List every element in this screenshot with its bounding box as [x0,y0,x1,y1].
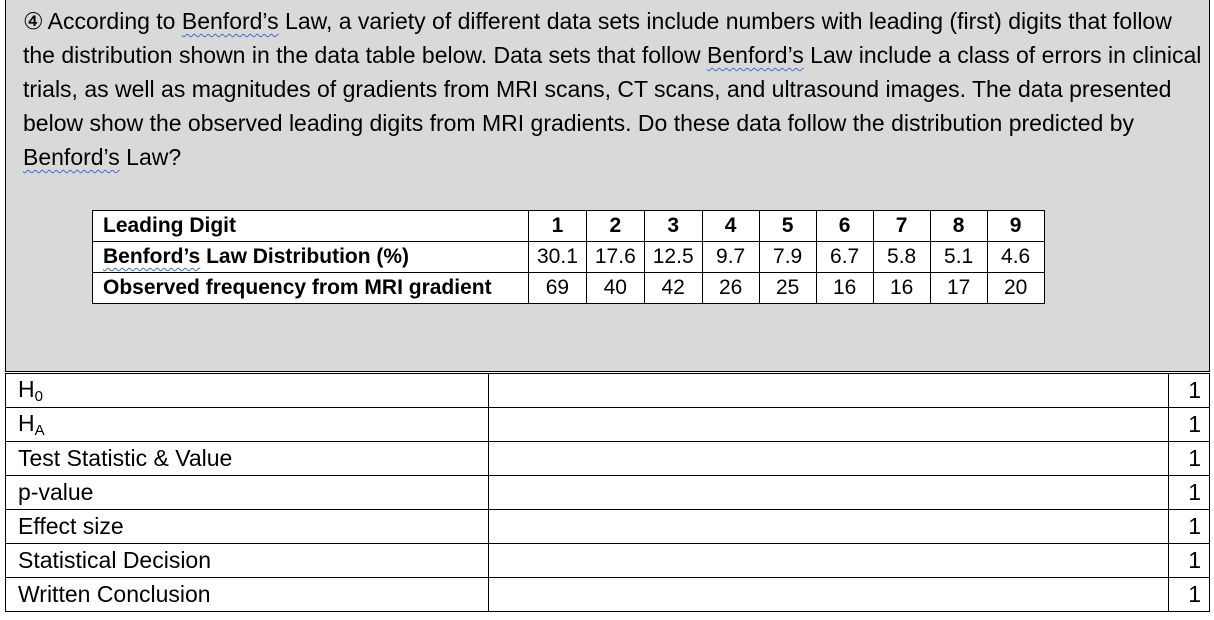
answer-field-ha[interactable] [488,408,1168,442]
question-text-part: According to [47,8,182,34]
digit-cell: 3 [644,211,702,242]
row-header-benford [93,242,529,273]
points-cell: 1 [1169,510,1210,544]
answer-label-statistical-decision: Statistical Decision [6,544,489,578]
label-subscript: 0 [34,388,43,405]
spellcheck-word: Benford’s [103,245,201,268]
answer-row-written-conclusion [6,578,1210,612]
answer-label-p-value: p-value [6,476,489,510]
benford-value-cell: 5.8 [873,242,930,273]
answer-field-test-statistic[interactable] [488,442,1168,476]
observed-value-cell: 40 [586,273,644,304]
question-number: ④ [23,8,44,34]
answer-row-h0 [6,374,1210,408]
benford-value-cell: 6.7 [816,242,873,273]
digit-cell: 9 [987,211,1044,242]
digit-cell: 6 [816,211,873,242]
benford-distribution-table [92,210,1045,304]
benford-value-cell: 4.6 [987,242,1044,273]
observed-value-cell: 17 [930,273,987,304]
observed-value-cell: 16 [873,273,930,304]
spellcheck-word: Benford’s [23,144,120,170]
observed-value-cell: 16 [816,273,873,304]
answer-table [5,373,1210,612]
observed-value-cell: 69 [529,273,587,304]
points-cell: 1 [1169,544,1210,578]
question-text-part: Law, a variety of different data sets include numbers with leading (first) digits that follow the distribution shown in the data table below. Data sets that follow [23,8,1172,68]
answer-label-test-statistic: Test Statistic & Value [6,442,489,476]
spellcheck-word: Benford’s [181,8,279,34]
points-cell: 1 [1169,374,1210,408]
digit-cell: 1 [529,211,587,242]
answer-field-effect-size[interactable] [488,510,1168,544]
answer-field-p-value[interactable] [488,476,1168,510]
table-row-digits [93,211,1045,242]
points-cell: 1 [1169,578,1210,612]
label-subscript: A [34,422,45,439]
benford-value-cell: 12.5 [644,242,702,273]
table-row-observed [93,273,1045,304]
benford-value-cell: 7.9 [759,242,816,273]
digit-cell: 5 [759,211,816,242]
row-header-benford-suffix: Law Distribution (%) [200,245,410,268]
benford-value-cell: 9.7 [702,242,759,273]
observed-value-cell: 26 [702,273,759,304]
observed-value-cell: 25 [759,273,816,304]
answer-label-written-conclusion: Written Conclusion [6,578,489,612]
spellcheck-word: Benford’s [707,42,804,68]
row-header-leading-digit: Leading Digit [93,211,529,242]
answer-field-statistical-decision[interactable] [488,544,1168,578]
benford-value-cell: 30.1 [529,242,587,273]
digit-cell: 2 [586,211,644,242]
observed-value-cell: 20 [987,273,1044,304]
question-box [5,0,1210,372]
question-text-part: Law include a class of errors in clinical trials, as well as magnitudes of gradients from MRI scans, CT scans, and ultrasound images. The data presented below show the observed leading digits from MRI gradients. Do these data follow the distribution predicted by [23,42,1202,136]
answer-row-p-value [6,476,1210,510]
digit-cell: 7 [873,211,930,242]
points-cell: 1 [1169,476,1210,510]
points-cell: 1 [1169,408,1210,442]
answer-label-ha [6,408,489,442]
label-text: H [18,376,35,402]
observed-value-cell: 42 [644,273,702,304]
answer-label-h0 [6,374,489,408]
answer-row-statistical-decision [6,544,1210,578]
table-row-benford [93,242,1045,273]
benford-value-cell: 5.1 [930,242,987,273]
answer-label-effect-size: Effect size [6,510,489,544]
benford-value-cell: 17.6 [586,242,644,273]
question-text [23,4,1203,174]
answer-field-written-conclusion[interactable] [488,578,1168,612]
answer-row-test-statistic [6,442,1210,476]
digit-cell: 4 [702,211,759,242]
question-text-part: Law? [119,144,182,170]
digit-cell: 8 [930,211,987,242]
answer-field-h0[interactable] [488,374,1168,408]
answer-row-effect-size [6,510,1210,544]
label-text: H [18,410,35,436]
points-cell: 1 [1169,442,1210,476]
answer-row-ha [6,408,1210,442]
row-header-observed: Observed frequency from MRI gradient [93,273,529,304]
